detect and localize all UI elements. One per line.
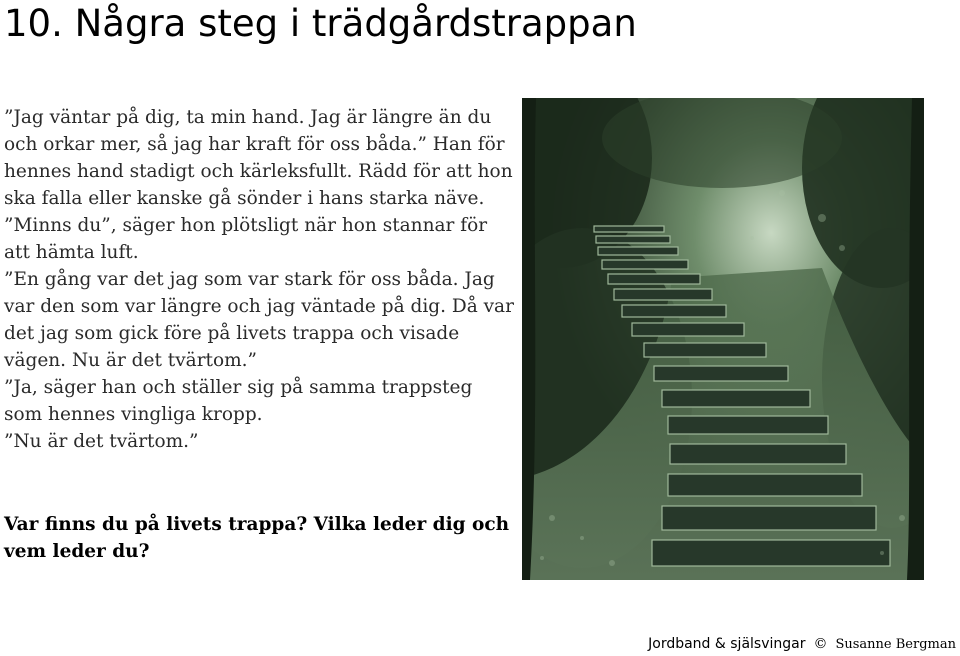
garden-stairs-photo [522,98,924,580]
copyright-symbol: © [813,636,828,652]
reflection-question: Var finns du på livets trappa? Vilka leder dig och vem leder du? [4,514,510,562]
story-text [4,104,514,455]
footer [648,635,956,653]
story-paragraph-5: ”Nu är det tvärtom.” [4,431,199,452]
footer-brand: Jordband & själsvingar [648,636,806,652]
story-paragraph-3: ”En gång var det jag som var stark för oss båda. Jag var den som var längre och jag väntade på dig. Då var det jag som gick före på livets trappa och visade vägen. Nu är det tvärtom.” [4,269,514,371]
slide-title: 10. Några steg i trädgårdstrappan [4,2,637,45]
story-paragraph-2: ”Minns du”, säger hon plötsligt när hon stannar för att hämta luft. [4,215,488,263]
footer-author: Susanne Bergman [835,637,956,652]
story-paragraph-4: ”Ja, säger han och ställer sig på samma trappsteg som hennes vingliga kropp. [4,377,473,425]
story-paragraph-1: ”Jag väntar på dig, ta min hand. Jag är längre än du och orkar mer, så jag har kraft för oss båda.” Han för hennes hand stadigt och kärleksfullt. Rädd för att hon ska falla eller kanske gå sönder i hans starka näve. [4,107,513,209]
